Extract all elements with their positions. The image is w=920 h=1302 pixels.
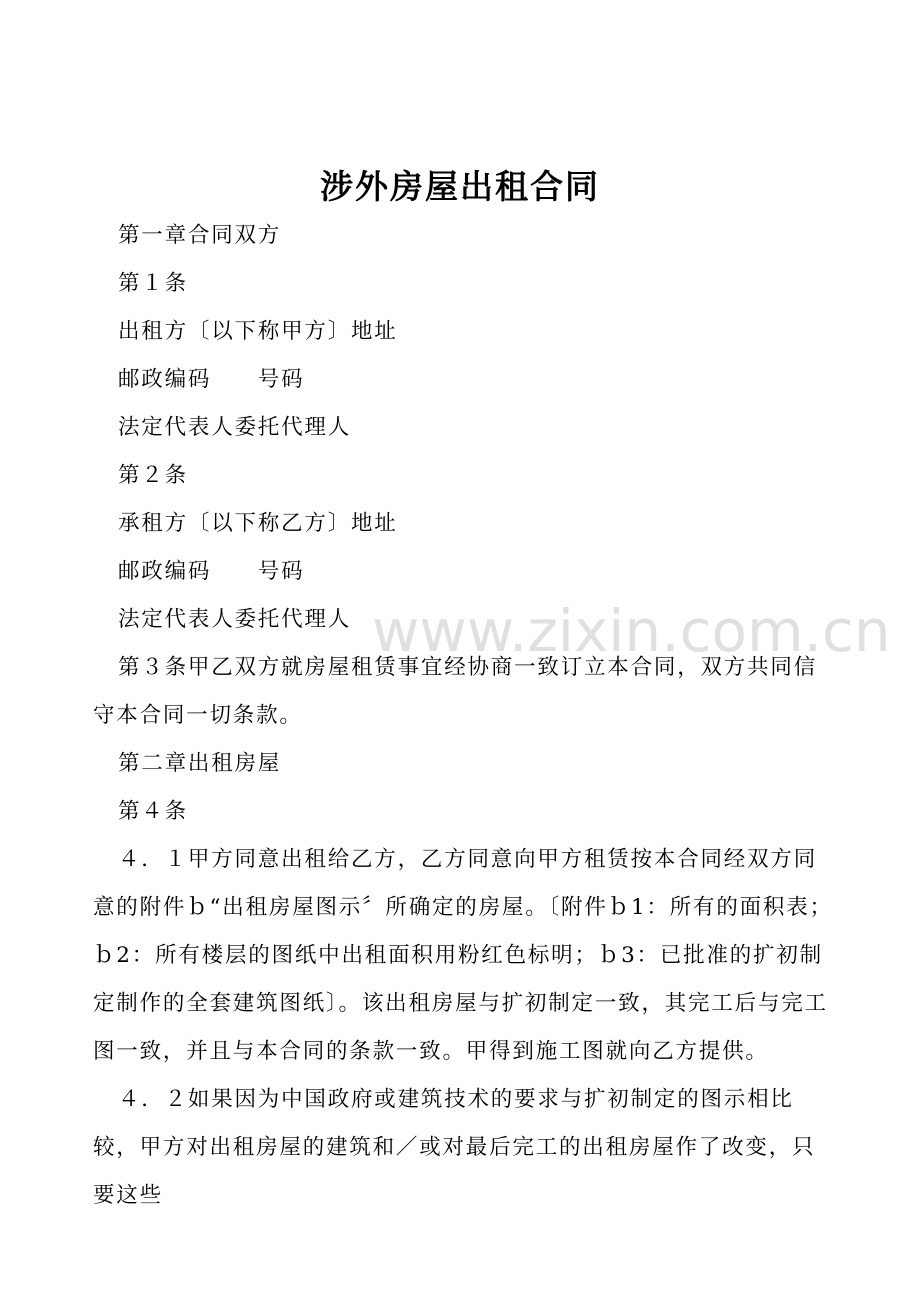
article-2-heading: 第２条 [118,463,188,488]
lessee-representative-line: 法定代表人委托代理人 [118,607,352,632]
article-1-heading: 第１条 [118,271,188,296]
lessor-address-line: 出租方〔以下称甲方〕地址 [118,319,398,344]
chapter-heading-2: 第二章出租房屋 [118,751,282,776]
watermark-text: www.zixin.com.cn [372,597,891,665]
chapter-heading-1: 第一章合同双方 [118,223,282,248]
lessor-representative-line: 法定代表人委托代理人 [118,415,352,440]
clause-4-1-paragraph: ４．１甲方同意出租给乙方，乙方同意向甲方租赁按本合同经双方同意的附件ｂ“出租房屋图示〞所确定的房屋。〔附件ｂ1：所有的面积表；ｂ2：所有楼层的图纸中出租面积用粉红色标明；ｂ3：已批准的扩初制定制作的全套建筑图纸〕。该出租房屋与扩初制定一致，其完工后与完工图一致，并且与本合同的条款一致。甲得到施工图就向乙方提供。 [93,847,833,1064]
lessor-postal-phone-line: 邮政编码 号码 [118,367,305,392]
document-body [93,212,835,1220]
article-3-paragraph: 第３条甲乙双方就房屋租赁事宜经协商一致订立本合同，双方共同信守本合同一切条款。 [93,655,818,728]
lessee-address-line: 承租方〔以下称乙方〕地址 [118,511,398,536]
lessee-postal-phone-line: 邮政编码 号码 [118,559,305,584]
article-4-heading: 第４条 [118,799,188,824]
clause-4-2-paragraph: ４．２如果因为中国政府或建筑技术的要求与扩初制定的图示相比较，甲方对出租房屋的建筑和／或对最后完工的出租房屋作了改变，只要这些 [93,1087,816,1208]
document-title: 涉外房屋出租合同 [320,167,600,206]
